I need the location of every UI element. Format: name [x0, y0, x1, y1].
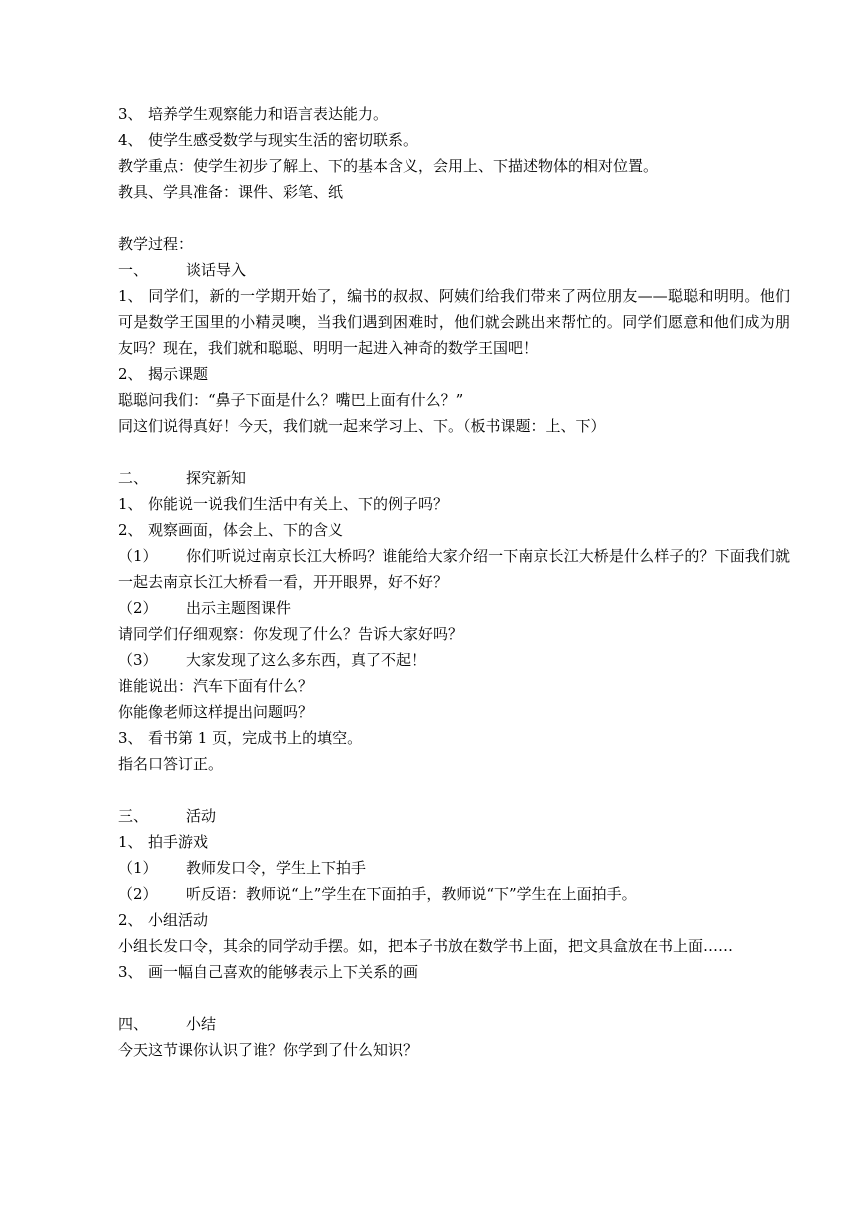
list-item — [118, 491, 790, 517]
list-number: 1、 — [118, 495, 143, 513]
sub-number: （2） — [118, 599, 158, 617]
sub-text: 出示主题图课件 — [186, 599, 292, 617]
paragraph-text: 同学们，新的一学期开始了，编书的叔叔、阿姨们给我们带来了两位朋友——聪聪和明明。他们可是数学王国里的小精灵噢，当我们遇到困难时，他们就会跳出来帮忙的。同学们愿意和他们成为朋友吗？现在，我们就和聪聪、明明一起进入神奇的数学王国吧！ — [118, 287, 790, 357]
objective-item — [118, 127, 790, 153]
sub-number: （1） — [118, 859, 158, 877]
text-line: 指名口答订正。 — [118, 755, 224, 773]
objective-text: 使学生感受数学与现实生活的密切联系。 — [148, 131, 419, 149]
section-number: 三、 — [118, 807, 149, 825]
objective-item — [118, 101, 790, 127]
section-title: 活动 — [186, 807, 217, 825]
text-line: 今天这节课你认识了谁？你学到了什么知识？ — [118, 1041, 419, 1059]
section-heading — [118, 1011, 790, 1037]
process-title: 教学过程： — [118, 235, 194, 253]
section-number: 四、 — [118, 1015, 149, 1033]
list-text: 揭示课题 — [148, 365, 209, 383]
list-item — [118, 959, 790, 985]
paragraph: 小组长发口令，其余的同学动手摆。如，把本子书放在数学书上面，把文具盒放在书上面…… — [118, 937, 734, 955]
text-line: 请同学们仔细观察：你发现了什么？告诉大家好吗？ — [118, 625, 464, 643]
blank-line — [118, 777, 790, 803]
objective-text: 培养学生观察能力和语言表达能力。 — [148, 105, 389, 123]
section-heading — [118, 803, 790, 829]
sub-number: （3） — [118, 651, 158, 669]
sub-item — [118, 881, 790, 907]
sub-item — [118, 855, 790, 881]
document-page — [118, 101, 790, 1063]
paragraph-text: 你们听说过南京长江大桥吗？谁能给大家介绍一下南京长江大桥是什么样子的？下面我们就一起去南京长江大桥看一看，开开眼界，好不好？ — [118, 547, 790, 591]
paragraph — [118, 543, 790, 595]
text-line: 同这们说得真好！今天，我们就一起来学习上、下。（板书课题：上、下） — [118, 417, 606, 435]
section-heading — [118, 257, 790, 283]
list-number: 2、 — [118, 911, 143, 929]
sub-item — [118, 595, 790, 621]
sub-item — [118, 647, 790, 673]
list-number: 2、 — [118, 365, 143, 383]
text-line: 聪聪问我们：“鼻子下面是什么？嘴巴上面有什么？” — [118, 391, 464, 409]
section-number: 二、 — [118, 469, 149, 487]
blank-line — [118, 985, 790, 1011]
sub-number: （1） — [118, 547, 158, 565]
sub-text: 听反语：教师说“上”学生在下面拍手，教师说“下”学生在上面拍手。 — [186, 885, 637, 903]
sub-number: （2） — [118, 885, 158, 903]
list-number: 1、 — [118, 287, 143, 305]
list-number: 1、 — [118, 833, 143, 851]
paragraph — [118, 283, 790, 361]
list-text: 看书第 1 页，完成书上的填空。 — [148, 729, 363, 747]
list-number: 4、 — [118, 131, 143, 149]
list-number: 3、 — [118, 105, 143, 123]
blank-line — [118, 205, 790, 231]
list-text: 拍手游戏 — [148, 833, 209, 851]
section-number: 一、 — [118, 261, 149, 279]
materials: 教具、学具准备：课件、彩笔、纸 — [118, 183, 344, 201]
section-heading — [118, 465, 790, 491]
section-title: 谈话导入 — [186, 261, 247, 279]
list-number: 3、 — [118, 729, 143, 747]
list-item — [118, 361, 790, 387]
list-number: 2、 — [118, 521, 143, 539]
section-title: 探究新知 — [186, 469, 247, 487]
key-point: 教学重点：使学生初步了解上、下的基本含义，会用上、下描述物体的相对位置。 — [118, 157, 659, 175]
blank-line — [118, 439, 790, 465]
list-text: 你能说一说我们生活中有关上、下的例子吗？ — [148, 495, 449, 513]
list-item — [118, 517, 790, 543]
list-item — [118, 907, 790, 933]
section-title: 小结 — [186, 1015, 217, 1033]
list-text: 小组活动 — [148, 911, 209, 929]
list-item — [118, 829, 790, 855]
text-line: 谁能说出：汽车下面有什么？ — [118, 677, 314, 695]
list-text: 观察画面，体会上、下的含义 — [148, 521, 344, 539]
list-item — [118, 725, 790, 751]
sub-text: 大家发现了这么多东西，真了不起！ — [186, 651, 427, 669]
sub-text: 教师发口令，学生上下拍手 — [186, 859, 367, 877]
list-text: 画一幅自己喜欢的能够表示上下关系的画 — [148, 963, 419, 981]
text-line: 你能像老师这样提出问题吗？ — [118, 703, 314, 721]
list-number: 3、 — [118, 963, 143, 981]
